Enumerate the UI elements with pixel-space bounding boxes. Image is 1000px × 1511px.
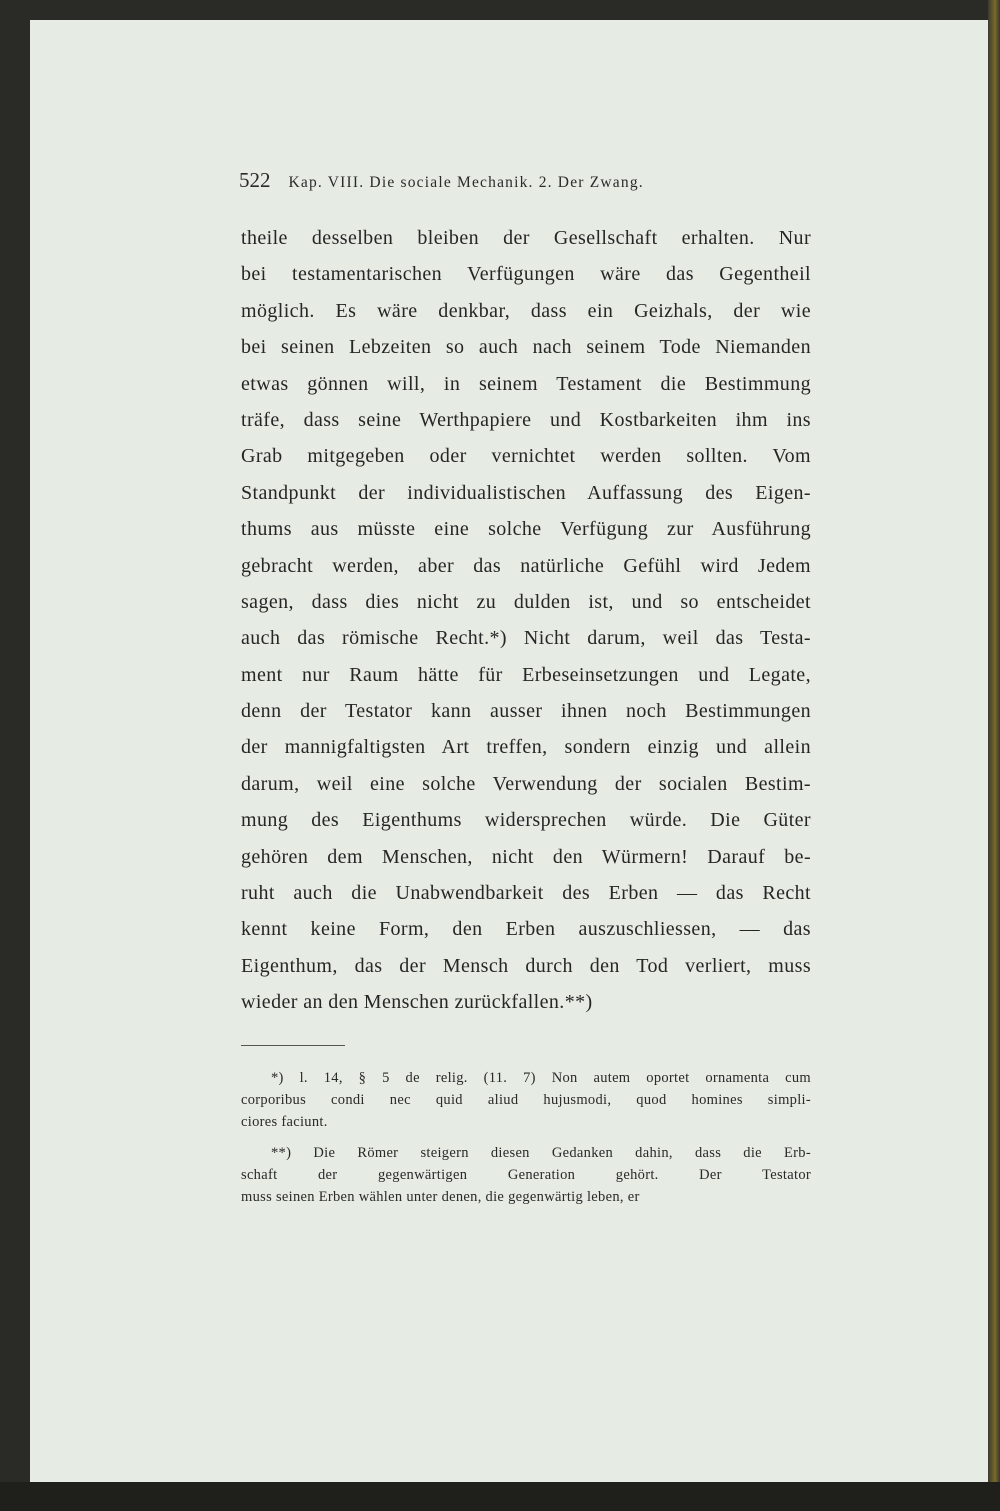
text-line: denn der Testator kann ausser ihnen noch Bestimmungen (241, 700, 811, 723)
footnote-rule (241, 1045, 345, 1046)
running-head: Kap. VIII. Die sociale Mechanik. 2. Der Zwang. (288, 174, 644, 191)
footnote-line: ciores faciunt. (241, 1114, 328, 1130)
footnote-line: muss seinen Erben wählen unter denen, die gegenwärtig leben, er (241, 1189, 640, 1205)
text-line: bei testamentarischen Verfügungen wäre das Gegentheil (241, 263, 811, 286)
text-line: wieder an den Menschen zurückfallen.**) (241, 991, 593, 1014)
page-header (239, 168, 809, 198)
text-line: mung des Eigenthums widersprechen würde. Die Güter (241, 809, 811, 832)
scan-edge-right (988, 0, 1000, 1511)
text-line: möglich. Es wäre denkbar, dass ein Geizhals, der wie (241, 299, 811, 322)
text-line: thums aus müsste eine solche Verfügung zur Ausführung (241, 518, 811, 541)
text-line: kennt keine Form, den Erben auszuschliessen, — das (241, 918, 811, 941)
text-line: Eigenthum, das der Mensch durch den Tod verliert, muss (241, 954, 811, 977)
text-line: gehören dem Menschen, nicht den Würmern! Darauf be- (241, 845, 811, 868)
footnote-line: corporibus condi nec quid aliud hujusmodi, quod homines simpli- (241, 1092, 811, 1108)
text-line: gebracht werden, aber das natürliche Gefühl wird Jedem (241, 554, 811, 577)
text-line: der mannigfaltigsten Art treffen, sondern einzig und allein (241, 736, 811, 759)
text-line: bei seinen Lebzeiten so auch nach seinem Tode Niemanden (241, 336, 811, 359)
footnote-line: **) Die Römer steigern diesen Gedanken dahin, dass die Erb- (271, 1145, 811, 1161)
text-line: ment nur Raum hätte für Erbeseinsetzungen und Legate, (241, 663, 811, 686)
footnote-line: *) l. 14, § 5 de relig. (11. 7) Non autem oportet ornamenta cum (271, 1070, 811, 1086)
text-line: sagen, dass dies nicht zu dulden ist, und so entscheidet (241, 590, 811, 613)
scan-edge-bottom (0, 1482, 1000, 1511)
text-line: Grab mitgegeben oder vernichtet werden sollten. Vom (241, 445, 811, 468)
text-line: darum, weil eine solche Verwendung der socialen Bestim- (241, 772, 811, 795)
text-line: träfe, dass seine Werthpapiere und Kostbarkeiten ihm ins (241, 408, 811, 431)
text-line: theile desselben bleiben der Gesellschaft erhalten. Nur (241, 227, 811, 249)
text-line: auch das römische Recht.*) Nicht darum, weil das Testa- (241, 627, 811, 650)
page-number: 522 (239, 168, 271, 192)
text-line: Standpunkt der individualistischen Auffassung des Eigen- (241, 481, 811, 504)
text-line: ruht auch die Unabwendbarkeit des Erben — das Recht (241, 882, 811, 905)
text-line: etwas gönnen will, in seinem Testament die Bestimmung (241, 372, 811, 395)
footnote-gap (241, 1133, 811, 1142)
footnote-line: schaft der gegenwärtigen Generation gehört. Der Testator (241, 1167, 811, 1183)
footnotes (241, 1067, 811, 1208)
main-text (241, 220, 811, 1021)
